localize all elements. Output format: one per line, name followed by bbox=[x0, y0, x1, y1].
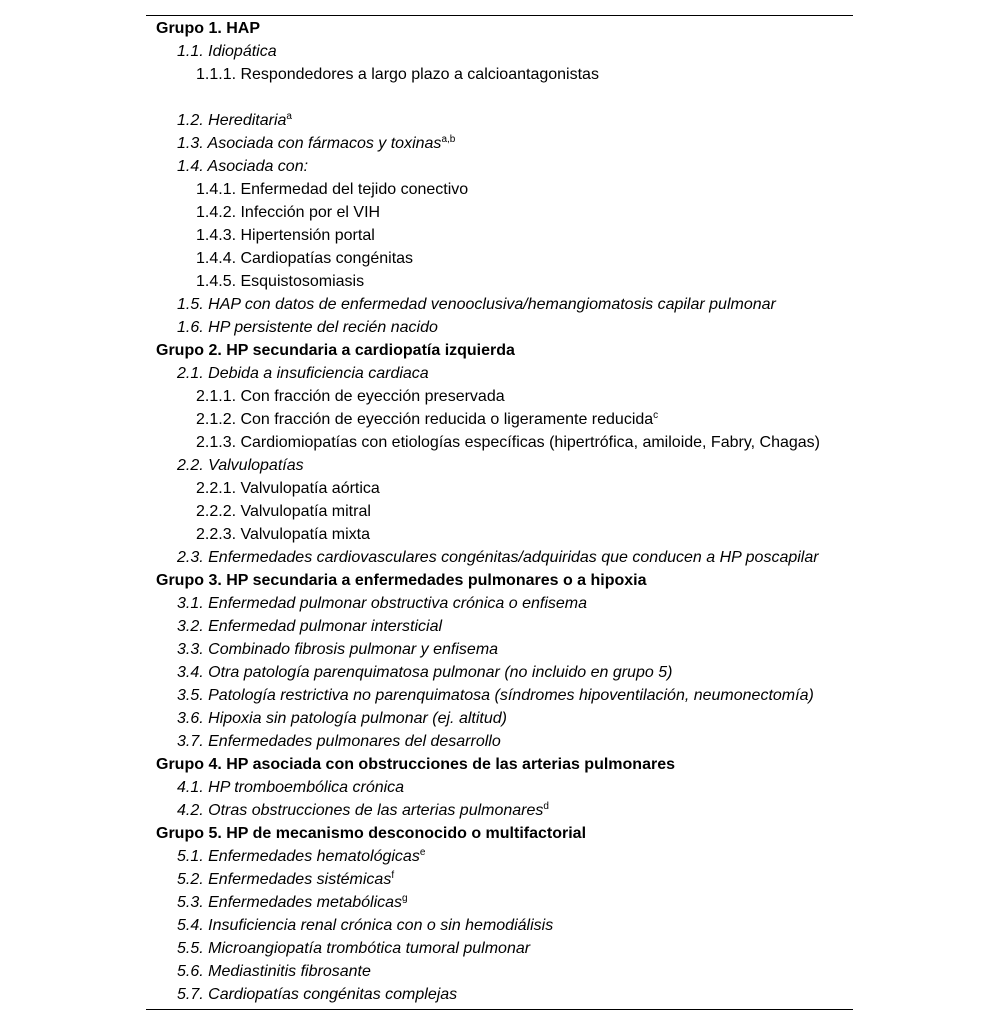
row-text: 3.2. Enfermedad pulmonar intersticial bbox=[177, 618, 443, 635]
subsubgroup-item bbox=[146, 523, 853, 546]
subgroup-item bbox=[146, 592, 853, 615]
row-text: 2.1.1. Con fracción de eyección preservada bbox=[196, 388, 505, 405]
subgroup-item bbox=[146, 983, 853, 1006]
subgroup-item bbox=[146, 776, 853, 799]
subgroup-item bbox=[146, 40, 853, 63]
subgroup-item bbox=[146, 155, 853, 178]
subgroup-item bbox=[146, 960, 853, 983]
row-text: 1.4. Asociada con: bbox=[177, 158, 309, 175]
group-heading bbox=[146, 569, 853, 592]
subgroup-item bbox=[146, 454, 853, 477]
group-heading bbox=[146, 339, 853, 362]
subgroup-item bbox=[146, 799, 853, 822]
row-text: 5.5. Microangiopatía trombótica tumoral pulmonar bbox=[177, 940, 531, 957]
row-text: 2.1.3. Cardiomiopatías con etiologías específicas (hipertrófica, amiloide, Fabry, Chagas) bbox=[196, 434, 821, 451]
subsubgroup-item bbox=[146, 408, 853, 431]
subsubgroup-item bbox=[146, 270, 853, 293]
subsubgroup-item bbox=[146, 247, 853, 270]
footnote-marker: a,b bbox=[441, 134, 456, 145]
row-text: 1.3. Asociada con fármacos y toxinas bbox=[177, 135, 442, 152]
row-text: 3.7. Enfermedades pulmonares del desarrollo bbox=[177, 733, 501, 750]
row-text: 5.2. Enfermedades sistémicas bbox=[177, 871, 392, 888]
row-text: 4.2. Otras obstrucciones de las arterias pulmonares bbox=[177, 802, 544, 819]
subgroup-item bbox=[146, 615, 853, 638]
subgroup-item bbox=[146, 868, 853, 891]
row-text: 2.1.2. Con fracción de eyección reducida o ligeramente reducida bbox=[196, 411, 654, 428]
row-text: Grupo 4. HP asociada con obstrucciones de las arterias pulmonares bbox=[156, 756, 675, 773]
row-text: 2.2. Valvulopatías bbox=[177, 457, 304, 474]
row-text: 1.4.2. Infección por el VIH bbox=[196, 204, 381, 221]
subsubgroup-item bbox=[146, 500, 853, 523]
subgroup-item bbox=[146, 316, 853, 339]
row-text: 5.7. Cardiopatías congénitas complejas bbox=[177, 986, 458, 1003]
classification-table bbox=[146, 15, 853, 1010]
row-text: 2.3. Enfermedades cardiovasculares congénitas/adquiridas que conducen a HP poscapilar bbox=[177, 549, 819, 566]
footnote-marker: f bbox=[391, 870, 395, 881]
subgroup-item bbox=[146, 707, 853, 730]
row-text: 2.1. Debida a insuficiencia cardiaca bbox=[177, 365, 429, 382]
row-text: Grupo 5. HP de mecanismo desconocido o multifactorial bbox=[156, 825, 587, 842]
row-text: 3.4. Otra patología parenquimatosa pulmonar (no incluido en grupo 5) bbox=[177, 664, 673, 681]
subgroup-item bbox=[146, 132, 853, 155]
row-text: 5.1. Enfermedades hematológicas bbox=[177, 848, 420, 865]
subgroup-item bbox=[146, 891, 853, 914]
row-text: 1.4.5. Esquistosomiasis bbox=[196, 273, 365, 290]
subgroup-item bbox=[146, 546, 853, 569]
row-text: Grupo 3. HP secundaria a enfermedades pulmonares o a hipoxia bbox=[156, 572, 647, 589]
footnote-marker: c bbox=[653, 410, 659, 421]
row-text: 4.1. HP tromboembólica crónica bbox=[177, 779, 405, 796]
group-heading bbox=[146, 17, 853, 40]
row-text: Grupo 1. HAP bbox=[156, 20, 261, 37]
group-heading bbox=[146, 753, 853, 776]
subsubgroup-item bbox=[146, 477, 853, 500]
subsubgroup-item bbox=[146, 178, 853, 201]
group-heading bbox=[146, 822, 853, 845]
subsubgroup-item bbox=[146, 431, 853, 454]
subsubgroup-item bbox=[146, 224, 853, 247]
subgroup-item bbox=[146, 661, 853, 684]
subgroup-item bbox=[146, 293, 853, 316]
row-text: 5.4. Insuficiencia renal crónica con o sin hemodiálisis bbox=[177, 917, 554, 934]
blank-row bbox=[146, 86, 853, 109]
row-text: 5.3. Enfermedades metabólicas bbox=[177, 894, 403, 911]
row-text: 2.2.3. Valvulopatía mixta bbox=[196, 526, 371, 543]
row-text: 3.6. Hipoxia sin patología pulmonar (ej. altitud) bbox=[177, 710, 507, 727]
subgroup-item bbox=[146, 109, 853, 132]
row-text: 1.2. Hereditaria bbox=[177, 112, 287, 129]
subsubgroup-item bbox=[146, 63, 853, 86]
row-text: 1.1. Idiopática bbox=[177, 43, 277, 60]
row-text: 3.5. Patología restrictiva no parenquimatosa (síndromes hipoventilación, neumonectomía) bbox=[177, 687, 814, 704]
subgroup-item bbox=[146, 730, 853, 753]
row-text: 1.5. HAP con datos de enfermedad venooclusiva/hemangiomatosis capilar pulmonar bbox=[177, 296, 776, 313]
subgroup-item bbox=[146, 937, 853, 960]
row-text: 3.1. Enfermedad pulmonar obstructiva crónica o enfisema bbox=[177, 595, 587, 612]
subsubgroup-item bbox=[146, 385, 853, 408]
subgroup-item bbox=[146, 638, 853, 661]
footnote-marker: e bbox=[419, 847, 426, 858]
row-text: 1.4.3. Hipertensión portal bbox=[196, 227, 375, 244]
footnote-marker: d bbox=[543, 801, 549, 812]
row-text: Grupo 2. HP secundaria a cardiopatía izquierda bbox=[156, 342, 515, 359]
row-text: 5.6. Mediastinitis fibrosante bbox=[177, 963, 371, 980]
subgroup-item bbox=[146, 362, 853, 385]
subsubgroup-item bbox=[146, 201, 853, 224]
footnote-marker: g bbox=[402, 893, 408, 904]
row-text: 1.4.4. Cardiopatías congénitas bbox=[196, 250, 414, 267]
row-text: 3.3. Combinado fibrosis pulmonar y enfisema bbox=[177, 641, 499, 658]
row-text: 1.1.1. Respondedores a largo plazo a calcioantagonistas bbox=[196, 66, 599, 83]
subgroup-item bbox=[146, 845, 853, 868]
row-text: 2.2.2. Valvulopatía mitral bbox=[196, 503, 371, 520]
subgroup-item bbox=[146, 684, 853, 707]
footnote-marker: a bbox=[286, 111, 292, 122]
row-text: 1.4.1. Enfermedad del tejido conectivo bbox=[196, 181, 469, 198]
row-text: 1.6. HP persistente del recién nacido bbox=[177, 319, 438, 336]
subgroup-item bbox=[146, 914, 853, 937]
row-text: 2.2.1. Valvulopatía aórtica bbox=[196, 480, 380, 497]
